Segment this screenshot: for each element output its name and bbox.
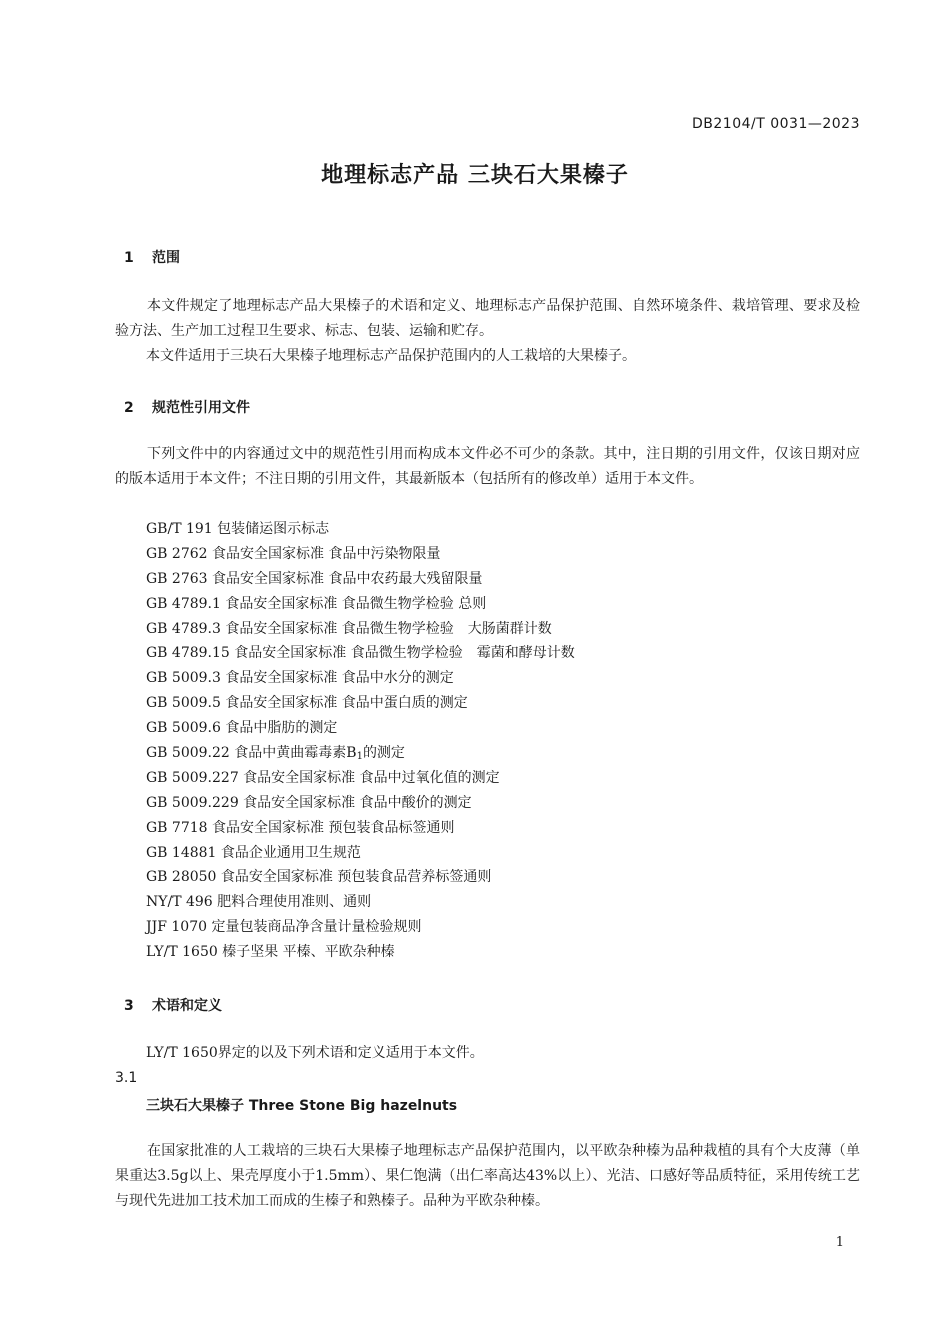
reference-item: GB 2762 食品安全国家标准 食品中污染物限量 [146, 545, 441, 562]
reference-item: JJF 1070 定量包装商品净含量计量检验规则 [146, 919, 422, 936]
section-3-title: 术语和定义 [152, 998, 222, 1014]
section-3-intro: LY/T 1650界定的以及下列术语和定义适用于本文件。 [146, 1045, 484, 1061]
reference-item: GB 5009.227 食品安全国家标准 食品中过氧化值的测定 [146, 769, 500, 786]
section-1-heading [124, 247, 180, 267]
reference-text-tail: 的测定 [362, 745, 405, 762]
section-1-title: 范围 [152, 250, 180, 266]
section-3-number: 3 [124, 998, 134, 1014]
reference-item: GB 5009.6 食品中脂肪的测定 [146, 720, 338, 737]
reference-subscript: 1 [356, 751, 363, 763]
section-3-heading [124, 995, 222, 1015]
section-1-para-scope: 本文件规定了地理标志产品大果榛子的术语和定义、地理标志产品保护范围、自然环境条件、栽培管理、要求及检验方法、生产加工过程卫生要求、标志、包装、运输和贮存。 [115, 298, 860, 339]
page-number: 1 [835, 1235, 844, 1250]
reference-item: LY/T 1650 榛子坚果 平榛、平欧杂种榛 [146, 944, 395, 961]
section-2-title: 规范性引用文件 [152, 400, 250, 416]
reference-list [146, 517, 575, 965]
reference-item: GB 7718 食品安全国家标准 预包装食品标签通则 [146, 819, 455, 836]
reference-item: NY/T 496 肥料合理使用准则、通则 [146, 894, 372, 911]
reference-item: GB 14881 食品企业通用卫生规范 [146, 844, 361, 861]
section-2-heading [124, 397, 250, 417]
reference-item: GB 5009.3 食品安全国家标准 食品中水分的测定 [146, 670, 454, 687]
term-title: 三块石大果榛子 Three Stone Big hazelnuts [146, 1098, 458, 1114]
reference-item: GB 2763 食品安全国家标准 食品中农药最大残留限量 [146, 570, 483, 587]
section-2-intro: 下列文件中的内容通过文中的规范性引用而构成本文件必不可少的条款。其中，注日期的引用文件，仅该日期对应的版本适用于本文件；不注日期的引用文件，其最新版本（包括所有的修改单）适用于本文件。 [115, 446, 860, 487]
section-2-number: 2 [124, 400, 134, 416]
reference-item: GB/T 191 包装储运图示标志 [146, 521, 330, 537]
reference-item: GB 28050 食品安全国家标准 预包装食品营养标签通则 [146, 869, 492, 886]
reference-text: GB 5009.22 食品中黄曲霉毒素B [146, 745, 357, 762]
term-number: 3.1 [115, 1070, 138, 1086]
reference-item: GB 4789.15 食品安全国家标准 食品微生物学检验 霉菌和酵母计数 [146, 645, 575, 662]
term-definition: 在国家批准的人工栽培的三块石大果榛子地理标志产品保护范围内，以平欧杂种榛为品种栽植的具有个大皮薄（单果重达3.5g以上、果壳厚度小于1.5mm）、果仁饱满（出仁率高达43%以上）、光洁、口感好等品质特征，采用传统工艺与现代先进加工技术加工而成的生榛子和熟榛子。品种为平欧杂种榛。 [115, 1143, 860, 1209]
document-title: 地理标志产品 三块石大果榛子 [321, 163, 629, 188]
reference-item: GB 5009.229 食品安全国家标准 食品中酸价的测定 [146, 794, 472, 811]
section-1-para-applicability: 本文件适用于三块石大果榛子地理标志产品保护范围内的人工栽培的大果榛子。 [146, 348, 636, 364]
section-1-number: 1 [124, 250, 134, 266]
reference-item-aflatoxin [146, 741, 575, 766]
reference-item: GB 4789.3 食品安全国家标准 食品微生物学检验 大肠菌群计数 [146, 620, 552, 637]
reference-item: GB 5009.5 食品安全国家标准 食品中蛋白质的测定 [146, 695, 468, 712]
reference-item: GB 4789.1 食品安全国家标准 食品微生物学检验 总则 [146, 595, 487, 612]
document-code: DB2104/T 0031—2023 [692, 116, 860, 132]
